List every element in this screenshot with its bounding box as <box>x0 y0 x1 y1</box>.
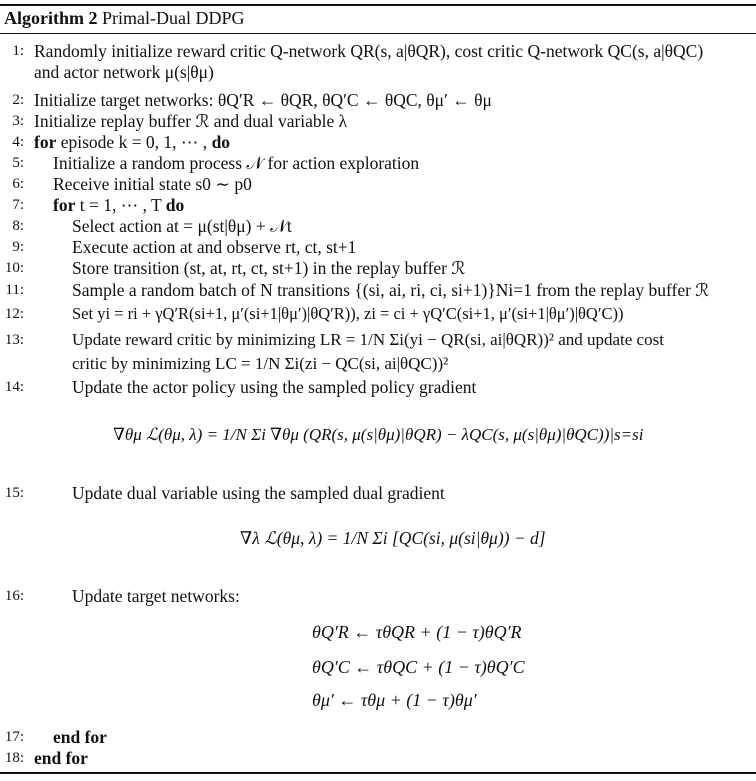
keyword-end-for: end for <box>34 748 88 768</box>
dual-gradient-equation <box>240 510 640 566</box>
target-update-c-equation <box>312 657 525 678</box>
line-number: 11: <box>5 282 24 298</box>
line-text: Update the actor policy using the sampled policy gradient <box>72 377 477 397</box>
line-text: critic by minimizing LC = 1/N Σi(zi − QC(si, ai|θQC))² <box>72 354 449 373</box>
equation-text: ∇θμ ℒ(θμ, λ) = 1/N Σi ∇θμ (QR(s, μ(s|θμ)|θQR) − λQC(s, μ(s|θμ)|θQC))|s=si <box>113 425 644 444</box>
keyword-do: do <box>165 195 185 215</box>
line-number: 17: <box>4 729 24 745</box>
line-number: 13: <box>4 332 24 348</box>
line-number: 16: <box>4 588 24 604</box>
line-number: 14: <box>4 379 24 395</box>
keyword-do: do <box>211 132 231 152</box>
equation-text: θμ′ ← τθμ + (1 − τ)θμ′ <box>312 690 477 710</box>
line-number: 1: <box>12 43 24 59</box>
line-text: Randomly initialize reward critic Q-network QR(s, a|θQR), cost critic Q-network QC(s, a|θQC) <box>34 41 704 61</box>
line-number: 9: <box>12 239 24 255</box>
equation-text: θQ′C ← τθQC + (1 − τ)θQ′C <box>312 657 525 677</box>
line-text: Initialize target networks: θQ′R ← θQR, θQ′C ← θQC, θμ′ ← θμ <box>34 90 492 110</box>
line-text: Store transition (st, at, rt, ct, st+1) in the replay buffer ℛ <box>72 258 466 278</box>
equation-text: θQ′R ← τθQR + (1 − τ)θQ′R <box>312 622 522 642</box>
line-text: Initialize replay buffer ℛ and dual variable λ <box>34 111 348 131</box>
actor-gradient-equation <box>95 408 735 464</box>
line-text: Update reward critic by minimizing LR = 1/N Σi(yi − QR(si, ai|θQR))² and update cost <box>72 330 664 349</box>
top-rule <box>0 4 756 6</box>
line-number: 12: <box>4 306 24 322</box>
line-text: t = 1, ⋯ , T <box>79 195 162 215</box>
line-number: 7: <box>12 197 24 213</box>
line-text: Initialize a random process 𝒩 for action exploration <box>53 153 420 173</box>
target-update-r-equation <box>312 622 522 643</box>
equation-text: ∇λ ℒ(θμ, λ) = 1/N Σi [QC(si, μ(si|θμ)) − d] <box>240 528 546 548</box>
line-number: 10: <box>4 260 24 276</box>
line-text: Update target networks: <box>72 586 240 606</box>
line-number: 8: <box>12 218 24 234</box>
keyword-for: for <box>34 132 57 152</box>
line-number: 2: <box>12 92 24 108</box>
algorithm-label: Algorithm 2 <box>4 8 98 28</box>
line-text: Receive initial state s0 ∼ p0 <box>53 174 252 194</box>
line-text: Update dual variable using the sampled dual gradient <box>72 483 445 503</box>
line-text: Select action at = μ(st|θμ) + 𝒩t <box>72 216 292 236</box>
line-number: 15: <box>4 485 24 501</box>
line-text: Execute action at and observe rt, ct, st+1 <box>72 237 357 257</box>
line-text: Sample a random batch of N transitions {(si, ai, ri, ci, si+1)}Ni=1 from the replay buffer ℛ <box>72 280 710 300</box>
caption-rule <box>0 33 756 34</box>
line-text: episode k = 0, 1, ⋯ , <box>60 132 208 152</box>
keyword-end-for: end for <box>53 727 107 747</box>
line-number: 5: <box>12 155 24 171</box>
line-number: 3: <box>12 113 24 129</box>
bottom-rule <box>0 772 756 774</box>
keyword-for: for <box>53 195 76 215</box>
line-number: 4: <box>12 134 24 150</box>
line-number: 18: <box>4 750 24 766</box>
line-number: 6: <box>12 176 24 192</box>
line-text: and actor network μ(s|θμ) <box>34 62 214 82</box>
target-update-mu-equation <box>312 690 477 711</box>
line-text: Set yi = ri + γQ′R(si+1, μ′(si+1|θμ′)|θQ′R)), zi = ci + γQ′C(si+1, μ′(si+1|θμ′)|θQ′C)) <box>72 304 624 323</box>
algorithm-title: Primal-Dual DDPG <box>102 8 245 28</box>
algorithm-caption <box>4 8 245 29</box>
